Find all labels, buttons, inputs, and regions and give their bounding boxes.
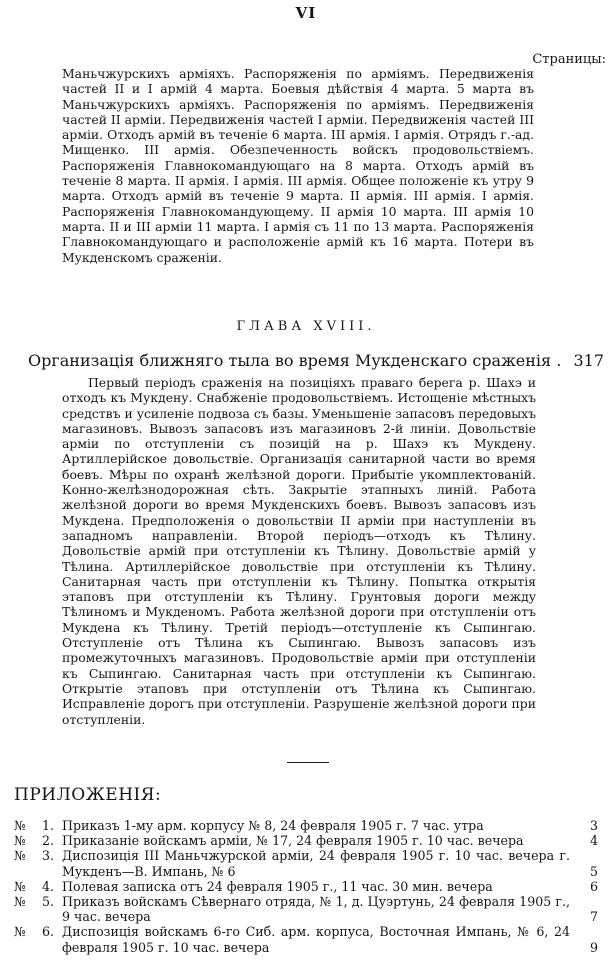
appendix-text: Диспозиція III Маньчжурской арміи, 24 февраля 1905 г. 10 час. вечера г. Мукденъ—В. Импань, № 6 [62, 848, 570, 879]
appendix-page: 5 [589, 863, 598, 879]
chapter-title-text: Организація ближняго тыла во время Мукденскаго сраженія [28, 351, 552, 370]
appendix-number [14, 924, 62, 939]
appendices-title: ПРИЛОЖЕНІЯ: [14, 785, 162, 805]
appendix-page: 3 [589, 818, 598, 833]
number-sign: № [14, 818, 26, 833]
appendix-num-value: 3. [42, 848, 55, 864]
appendices-list [14, 818, 604, 955]
pages-column-label: Страницы: [532, 52, 606, 67]
appendix-number [14, 848, 62, 863]
appendix-num-value: 5. [42, 894, 55, 910]
appendix-page: 9 [589, 939, 598, 955]
appendix-text: Диспозиція войскамъ 6-го Сиб. арм. корпуса, Восточная Импань, № 6, 24 февраля 1905 г. 10 час. вечера [62, 924, 570, 955]
section-divider [287, 762, 329, 763]
number-sign: № [14, 894, 26, 910]
appendix-item [14, 924, 604, 954]
appendix-item [14, 894, 604, 924]
appendix-number [14, 833, 62, 848]
appendix-item [14, 879, 604, 894]
appendix-number [14, 879, 62, 894]
leader-dot: . [556, 351, 562, 370]
page-number: VI [295, 4, 317, 22]
appendix-item [14, 818, 604, 833]
appendix-text: Приказаніе войскамъ арміи, № 17, 24 февраля 1905 г. 10 час. вечера [62, 833, 524, 849]
number-sign: № [14, 848, 26, 864]
appendix-page: 4 [589, 833, 598, 849]
number-sign: № [14, 924, 26, 940]
appendix-num-value: 1. [42, 818, 55, 833]
previous-chapter-contents: Маньчжурскихъ арміяхъ. Распоряженія по арміямъ. Передвиженія частей II и I армій 4 марта. Боевыя дѣйствія 4 марта. 5 марта въ Маньчжурскихъ арміяхъ. Распоряженія по арміямъ. Передвиженія частей II арміи. Передвиженія частей I арміи. Передвиженія частей III арміи. Отходъ армій въ теченіе 6 марта. III армія. I армія. Отрядъ г.-ад. Мищенко. III армія. Обезпеченность войскъ продовольствіемъ. Распоряженія Главнокомандующаго на 8 марта. Отходъ армій въ теченіе 8 марта. II армія. I армія. III армія. Общее положеніе къ утру 9 марта. Отходъ армій въ теченіе 9 марта. II армія. III армія. I армія. Распоряженія Главнокомандующему. II армія 10 марта. III армія 10 марта. II и III арміи 11 марта. I армія съ 11 по 13 марта. Распоряженія Главнокомандующаго и расположеніе армій къ 16 марта. Потери въ Мукденскомъ сраженіи. [62, 66, 535, 265]
chapter-page-number: 317 [573, 351, 604, 370]
chapter-contents: Первый періодъ сраженія на позиціяхъ праваго берега р. Шахэ и отходъ къ Мукдену. Снабженіе продовольствіемъ. Истощеніе мѣстныхъ средствъ и усиленіе подвоза съ базы. Уменьшеніе запасовъ передовыхъ магазиновъ. Вывозъ запасовъ изъ магазиновъ 2-й линіи. Довольствіе арміи по отступленіи съ позицій на р. Шахэ къ Мукдену. Артиллерійское довольствіе. Организація санитарной части во время боевъ. Мѣры по охранѣ желѣзной дороги. Прибытіе укомплектованій. Конно-желѣзнодорожная сѣть. Закрытіе этапныхъ линій. Работа желѣзной дороги во время Мукденскихъ боевъ. Вывозъ запасовъ изъ Мукдена. Предположенія о довольствіи II арміи при наступленіи въ западномъ направленіи. Второй періодъ—отходъ къ Тѣлину. Довольствіе армій при отступленіи къ Тѣлину. Довольствіе армій у Тѣлина. Артиллерійское довольствіе при отступленіи къ Тѣлину. Санитарная часть при отступленіи къ Тѣлину. Попытка открытія этаповъ при отступленіи къ Тѣлину. Грунтовыя дороги между Тѣлиномъ и Мукденомъ. Работа желѣзной дороги при отступленіи отъ Мукдена къ Тѣлину. Третій періодъ—отступленіе къ Сыпингаю. Отступленіе отъ Тѣлина къ Сыпингаю. Вывозъ запасовъ изъ промежуточныхъ магазиновъ. Продовольствіе арміи при отступленіи къ Сыпингаю. Санитарная часть при отступленіи къ Сыпингаю. Открытіе этаповъ при отступленіи отъ Тѣлина къ Сыпингаю. Исправленіе дорогъ при отступленіи. Разрушеніе желѣзной дороги при отступленіи. [62, 375, 536, 727]
appendix-text: Приказъ 1-му арм. корпусу № 8, 24 февраля 1905 г. 7 час. утра [62, 818, 484, 833]
appendix-number [14, 894, 62, 909]
appendix-num-value: 2. [42, 833, 55, 849]
number-sign: № [14, 878, 26, 894]
appendix-text: Приказъ войскамъ Сѣвернаго отряда, № 1, д. Цуэртунь, 24 февраля 1905 г., 9 час. вечера [62, 894, 570, 925]
appendix-item [14, 833, 604, 848]
chapter-title [28, 351, 561, 370]
number-sign: № [14, 833, 26, 849]
appendix-page: 7 [589, 909, 598, 925]
chapter-heading: ГЛАВА XVIII. [236, 319, 376, 334]
appendix-text: Полевая записка отъ 24 февраля 1905 г., 11 час. 30 мин. вечера [62, 878, 493, 894]
appendix-num-value: 6. [42, 924, 55, 940]
appendix-page: 6 [589, 878, 598, 894]
appendix-number [14, 818, 62, 833]
appendix-num-value: 4. [42, 878, 55, 894]
appendix-item [14, 848, 604, 878]
